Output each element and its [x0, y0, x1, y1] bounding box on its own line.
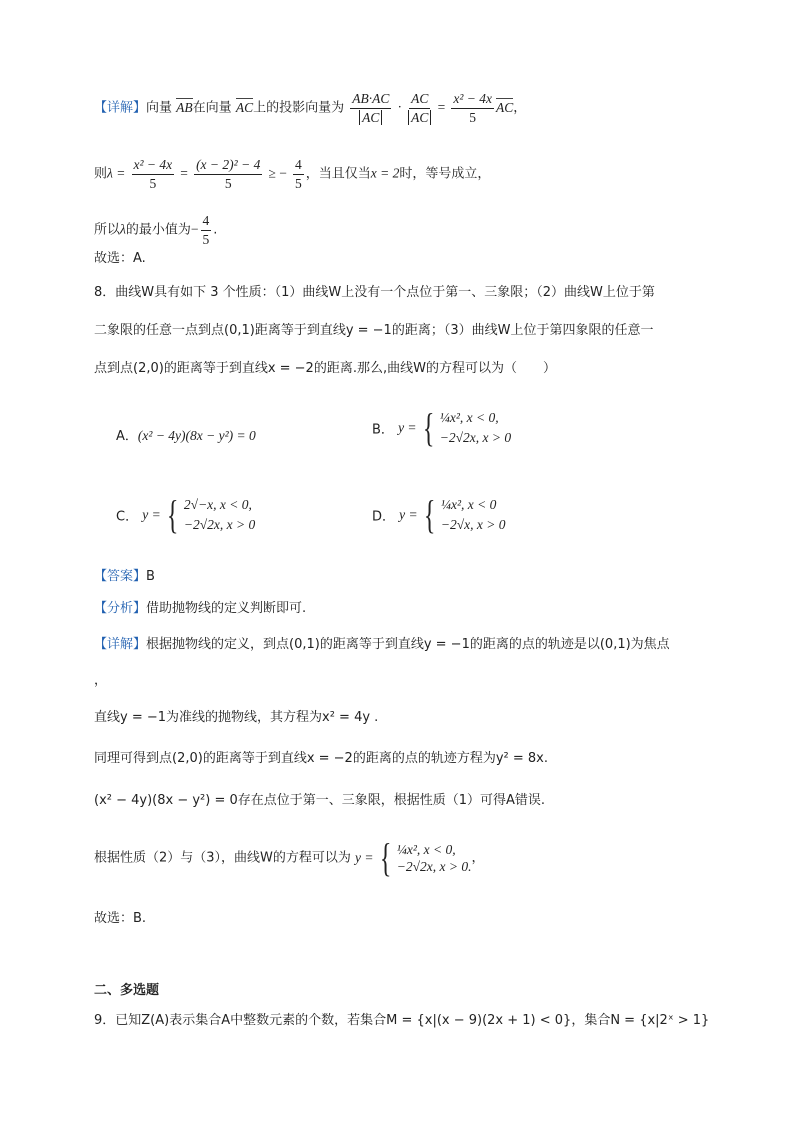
q7-detail-line: 【详解】向量 AB在向量 AC上的投影向量为 $\frac{AB\cdot AC}{AC}$ · $\frac{AC}{AC}$ = $\frac{\text{x² − 4x}}{5}$ AC，: [94, 91, 527, 125]
option-a: A．(x² − 4y)(8x − y²) = 0: [116, 428, 256, 444]
q7-choose: 故选：A.: [94, 251, 146, 266]
q7-min-line: 所以λ的最小值为− $\frac{4}{5}$ .: [94, 213, 218, 247]
min-fraction: $\frac{4}{5}$: [202, 213, 210, 247]
q8-analysis: 【分析】借助抛物线的定义判断即可.: [94, 601, 307, 616]
q8-choose: 故选：B.: [94, 911, 147, 926]
detail-label: 【详解】: [94, 100, 147, 116]
vector-ac: AC: [235, 99, 254, 115]
option-c: C． y = { 2√−x, x < 0, −2√2x, x > 0: [116, 492, 256, 537]
q8-detail-2: 直线y = −1为准线的抛物线，其方程为x² = 4y .: [94, 710, 379, 725]
option-d: D． y = { ¼x², x < 0 −2√x, x > 0: [372, 492, 506, 537]
q8-detail-4: (x² − 4y)(8x − y²) = 0存在点位于第一、三象限，根据性质（1）可得A错误.: [94, 793, 546, 808]
lambda-fraction-3: $\frac{4}{5}$: [295, 157, 302, 191]
projection-fraction-1: $\frac{AB\cdot AC}{AC}$: [352, 91, 390, 125]
vector-ab: AB: [176, 99, 193, 115]
projection-fraction-2: $\frac{AC}{AC}$: [408, 92, 431, 124]
q8-stem-line-1: 8．曲线W具有如下 3 个性质：（1）曲线W上没有一个点位于第一、三象限；（2）曲线W上位于第: [94, 285, 655, 300]
q8-answer: 【答案】B: [94, 569, 155, 584]
q8-detail-1: 【详解】根据抛物线的定义，到点(0,1)的距离等于到直线y = −1的距离的点的轨迹是以(0,1)为焦点: [94, 637, 670, 652]
projection-fraction-3: $\frac{\text{x² − 4x}}{5}$: [453, 91, 492, 125]
lambda-fraction-2: $\frac{\text{(x − 2)² − 4}}{5}$: [196, 157, 261, 191]
option-b: B． y = { ¼x², x < 0, −2√2x, x > 0: [372, 405, 512, 450]
q8-detail-5: 根据性质（2）与（3），曲线W的方程可以为 y = { ¼x², x < 0, −2√2x, x > 0. ，: [94, 835, 485, 880]
q8-detail-1b: ，: [94, 673, 108, 688]
section-title: 二、多选题: [94, 983, 160, 998]
q9-stem: 9．已知Z(A)表示集合A中整数元素的个数，若集合M = {x|(x − 9)(2x + 1) < 0}，集合N = {x|2ˣ > 1}: [94, 1013, 710, 1028]
q8-detail-3: 同理可得到点(2,0)的距离等于到直线x = −2的距离的点的轨迹方程为y² = 8x.: [94, 751, 548, 766]
lambda-fraction-1: $\frac{\text{x² − 4x}}{5}$: [133, 157, 173, 191]
q8-stem-line-2: 二象限的任意一点到点(0,1)距离等于到直线y = −1的距离；（3）曲线W上位于第四象限的任意一: [94, 323, 654, 338]
q7-lambda-line: 则λ = $\frac{\text{x² − 4x}}{5}$ = $\frac{\text{(x − 2)² − 4}}{5}$ ≥ − $\frac{4}{5}$ ，当且仅当x = 2时，等号成立，: [94, 157, 491, 191]
q8-stem-line-3: 点到点(2,0)的距离等于到直线x = −2的距离.那么,曲线W的方程可以为（ ）: [94, 361, 556, 376]
